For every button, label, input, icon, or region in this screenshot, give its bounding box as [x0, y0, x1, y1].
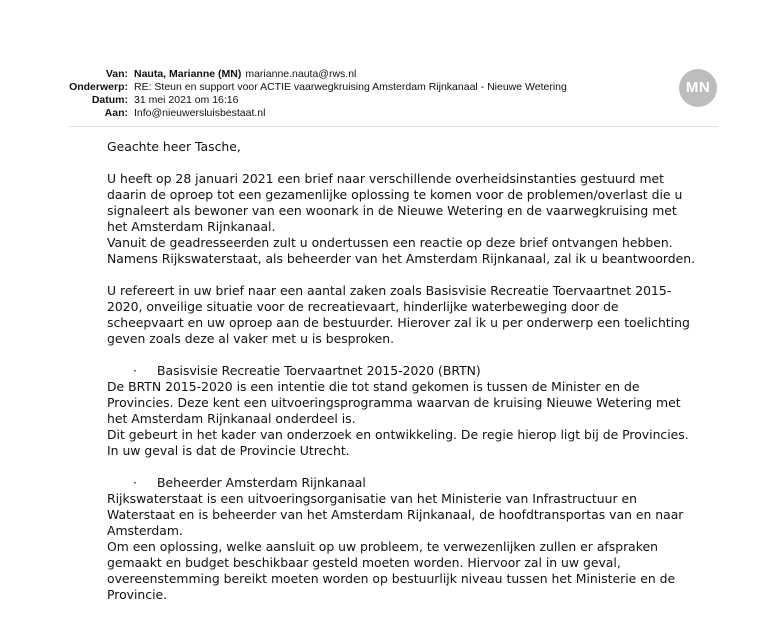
to-row — [0, 107, 700, 120]
subject-label: Onderwerp: — [69, 81, 128, 93]
greeting: Geachte heer Tasche, — [107, 139, 241, 154]
to-value[interactable]: Info@nieuwersluisbestaat.nl — [134, 107, 266, 119]
paragraph-line: In uw geval is dat de Provincie Utrecht. — [107, 443, 350, 458]
paragraph-line: Rijkswaterstaat is een uitvoeringsorganisatie van het Ministerie van Infrastructuur en — [107, 491, 637, 506]
bullet-icon: · — [133, 364, 137, 378]
date-row — [0, 94, 700, 107]
to-label: Aan: — [104, 107, 128, 119]
paragraph-line: signaleert als bewoner van een woonark in de Nieuwe Wetering en de vaarwegkruising met — [107, 203, 677, 218]
from-value[interactable] — [134, 68, 356, 81]
paragraph-line: Provincies. Deze kent een uitvoeringsprogramma waarvan de kruising Nieuwe Wetering met — [107, 395, 681, 410]
paragraph-line: daarin de oproep tot een gezamenlijke oplossing te komen voor de problemen/overlast die u — [107, 187, 683, 202]
header-divider — [68, 126, 718, 127]
paragraph-line: Namens Rijkswaterstaat, als beheerder van het Amsterdam Rijnkanaal, zal ik u beantwoorden. — [107, 251, 696, 266]
bullet-heading: Beheerder Amsterdam Rijnkanaal — [157, 475, 366, 490]
paragraph-line: het Amsterdam Rijnkanaal onderdeel is. — [107, 411, 356, 426]
paragraph-line: Waterstaat en is beheerder van het Amsterdam Rijnkanaal, de hoofdtransportas van en naar — [107, 507, 684, 522]
bullet-icon: · — [133, 476, 137, 490]
paragraph-line: De BRTN 2015-2020 is een intentie die tot stand gekomen is tussen de Minister en de — [107, 379, 640, 394]
subject-row — [0, 81, 700, 94]
avatar: MN — [679, 69, 717, 107]
from-row — [0, 68, 700, 81]
subject-value: RE: Steun en support voor ACTIE vaarwegkruising Amsterdam Rijnkanaal - Nieuwe Wetering — [134, 81, 567, 93]
sender-name[interactable]: Nauta, Marianne (MN) — [134, 68, 242, 80]
paragraph-line: U refereert in uw brief naar een aantal zaken zoals Basisvisie Recreatie Toervaartnet 2015- — [107, 283, 672, 298]
email-header — [0, 66, 777, 126]
paragraph-line: Amsterdam. — [107, 523, 183, 538]
paragraph-line: U heeft op 28 januari 2021 een brief naar verschillende overheidsinstanties gestuurd met — [107, 171, 665, 186]
paragraph-line: Provincie. — [107, 587, 168, 602]
date-value: 31 mei 2021 om 16:16 — [134, 94, 239, 106]
paragraph-line: het Amsterdam Rijnkanaal. — [107, 219, 276, 234]
bullet-heading: Basisvisie Recreatie Toervaartnet 2015-2020 (BRTN) — [157, 363, 481, 378]
paragraph-line: 2020, onveilige situatie voor de recreatievaart, hinderlijke waterbeweging door de — [107, 299, 619, 314]
paragraph-line: geven zoals deze al vaker met u is besproken. — [107, 331, 395, 346]
from-label: Van: — [105, 68, 128, 80]
paragraph-line: gemaakt en budget beschikbaar gesteld moeten worden. Hiervoor zal in uw geval, — [107, 555, 621, 570]
paragraph-line: Dit gebeurt in het kader van onderzoek en ontwikkeling. De regie hierop ligt bij de Provincies. — [107, 427, 689, 442]
paragraph-line: overeenstemming bereikt moeten worden op bestuurlijk niveau tussen het Ministerie en de — [107, 571, 676, 586]
sender-email[interactable]: marianne.nauta@rws.nl — [245, 68, 357, 80]
paragraph-line: Vanuit de geadresseerden zult u ondertussen een reactie op deze brief ontvangen hebben. — [107, 235, 673, 250]
date-label: Datum: — [91, 94, 128, 106]
paragraph-line: Om een oplossing, welke aansluit op uw probleem, te verwezenlijken zullen er afspraken — [107, 539, 658, 554]
paragraph-line: scheepvaart en uw oproep aan de bestuurder. Hierover zal ik u per onderwerp een toelichting — [107, 315, 690, 330]
